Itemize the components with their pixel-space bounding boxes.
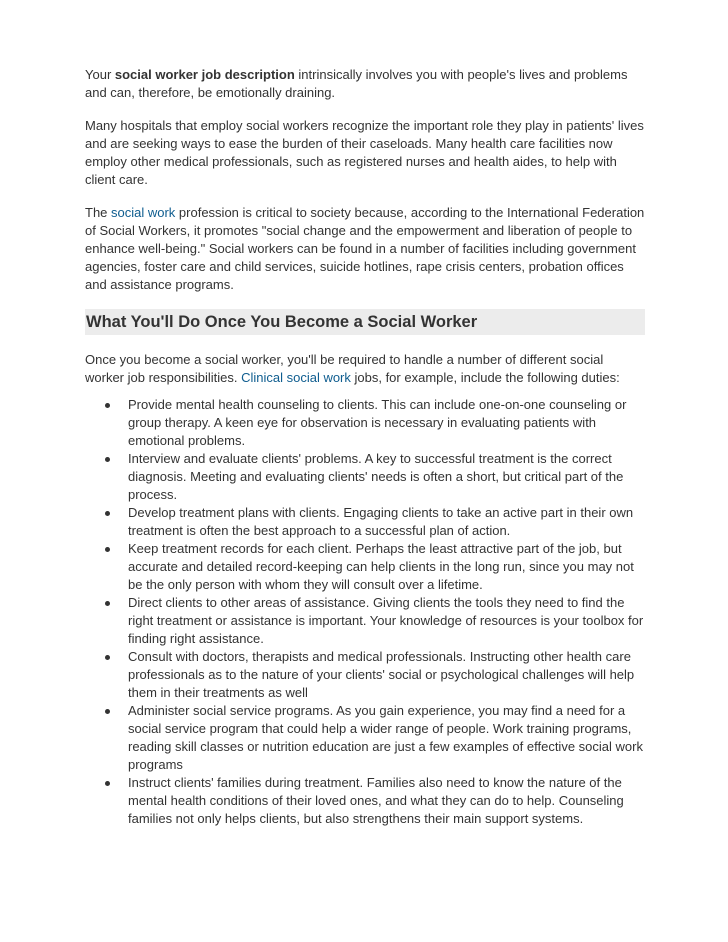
bullet-icon	[105, 781, 110, 786]
clinical-social-work-link[interactable]: Clinical social work	[241, 370, 351, 385]
bullet-icon	[105, 655, 110, 660]
document-page	[85, 66, 645, 828]
list-item	[85, 396, 645, 450]
section-heading: What You'll Do Once You Become a Social Worker	[86, 312, 478, 331]
duties-list	[85, 396, 645, 828]
bullet-icon	[105, 511, 110, 516]
social-work-link[interactable]: social work	[111, 205, 176, 220]
section-heading-bar	[85, 309, 645, 335]
bullet-icon	[105, 547, 110, 552]
list-item	[85, 702, 645, 774]
list-item	[85, 594, 645, 648]
section-intro-paragraph	[85, 351, 645, 387]
bullet-icon	[105, 601, 110, 606]
intro-p3-suffix: profession is critical to society because, according to the International Federation of Social Workers, it promotes "social change and the empowerment and liberation of people to enhance well-being." Social workers can be found in a number of facilities including government agencies, foster care and child services, suicide hotlines, rape crisis centers, probation offices and assistance programs.	[85, 205, 645, 292]
list-item	[85, 540, 645, 594]
bullet-icon	[105, 403, 110, 408]
duty-text: Provide mental health counseling to clients. This can include one-on-one counseling or group therapy. A keen eye for observation is necessary in evaluating patients with emotional problems.	[128, 397, 627, 448]
duty-text: Direct clients to other areas of assistance. Giving clients the tools they need to find the right treatment or assistance is important. Your knowledge of resources is your toolbox for finding right assistance.	[128, 595, 644, 646]
duty-text: Keep treatment records for each client. Perhaps the least attractive part of the job, but accurate and detailed record-keeping can help clients in the long run, since you may not be the only person with whom they will consult over a lifetime.	[128, 541, 634, 592]
intro-paragraph-3	[85, 204, 645, 294]
duty-text: Administer social service programs. As you gain experience, you may find a need for a social service program that could help a wider range of people. Work training programs, reading skill classes or nutrition education are just a few examples of effective social work programs	[128, 703, 643, 772]
duty-text: Develop treatment plans with clients. Engaging clients to take an active part in their own treatment is often the best approach to a successful plan of action.	[128, 505, 634, 538]
list-item	[85, 450, 645, 504]
list-item	[85, 774, 645, 828]
bullet-icon	[105, 457, 110, 462]
intro-p1-prefix: Your	[85, 67, 115, 82]
bullet-icon	[105, 709, 110, 714]
intro-paragraph-2: Many hospitals that employ social workers recognize the important role they play in patients' lives and are seeking ways to ease the burden of their caseloads. Many health care facilities now employ other medical professionals, such as registered nurses and health aides, to help with client care.	[85, 118, 644, 187]
intro-paragraph-1	[85, 66, 645, 102]
intro-p1-suffix: intrinsically involves you with people's lives and problems and can, therefore, be emotionally draining.	[85, 67, 628, 100]
section-intro-prefix: Once you become a social worker, you'll be required to handle a number of different social worker job responsibilities.	[85, 352, 604, 385]
intro-p3-prefix: The	[85, 205, 112, 220]
duty-text: Consult with doctors, therapists and medical professionals. Instructing other health care professionals as to the nature of your clients' social or psychological challenges will help them in their treatments as well	[128, 649, 635, 700]
section-intro-suffix: jobs, for example, include the following duties:	[350, 370, 620, 385]
duty-text: Interview and evaluate clients' problems. A key to successful treatment is the correct diagnosis. Meeting and evaluating clients' needs is often a short, but critical part of the process.	[128, 451, 624, 502]
list-item	[85, 504, 645, 540]
intro-p1-bold: social worker job description	[114, 67, 295, 82]
list-item	[85, 648, 645, 702]
duty-text: Instruct clients' families during treatment. Families also need to know the nature of the mental health conditions of their loved ones, and what they can do to help. Counseling families not only helps clients, but also strengthens their main support systems.	[128, 775, 624, 826]
